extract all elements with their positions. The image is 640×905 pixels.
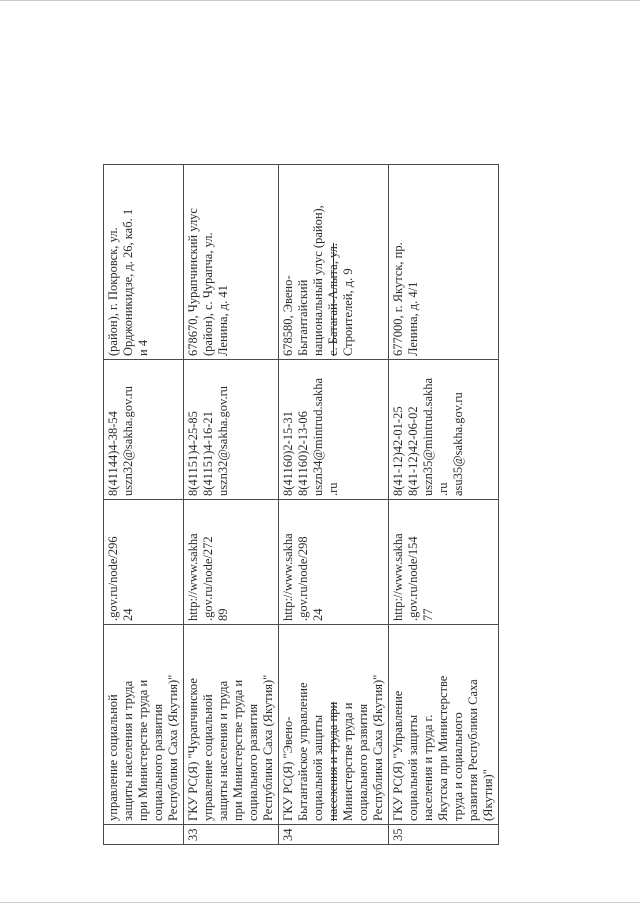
cell-text-line: uszn34@mintrud.sakha — [311, 377, 325, 496]
cell-text-line: Министерстве труда и — [341, 702, 355, 821]
cell-text-line: 678580, Эвено- — [281, 275, 295, 356]
cell-text-line: .gov.ru/node/154 — [406, 536, 420, 621]
scan-edge-top — [0, 0, 640, 1]
cell-text-line: Бытантайский — [296, 279, 310, 356]
cell-text-line: ГКУ РС(Я) "Чурапчинское — [186, 678, 200, 821]
cell-text-line: Республики Саха (Якутия)" — [166, 674, 180, 821]
cell-text-line: uszn32@sakha.gov.ru — [121, 386, 135, 496]
cell-text-line: 677000, г. Якутск, пр. — [391, 242, 405, 356]
cell-text-line: 24 — [311, 608, 325, 621]
cell-text-line: http://www.sakha — [391, 533, 405, 621]
cell-text-line: 678670, Чурапчинский улус — [186, 208, 200, 356]
row-number-cell — [104, 825, 184, 845]
cell-text-line: при Министерстве труда и — [231, 679, 245, 821]
address-cell — [184, 165, 279, 360]
phone-email-cell — [389, 360, 499, 500]
cell-text-line: населения и труда при — [326, 701, 340, 821]
cell-text-line: социальной защиты — [406, 714, 420, 821]
cell-text-line: Ленина, д. 41 — [216, 285, 230, 356]
cell-text-line: (район), г. Покровск, ул. — [106, 227, 120, 356]
cell-text-line: Республики Саха (Якутия)" — [371, 674, 385, 821]
cell-text-line: социального развития — [151, 703, 165, 821]
address-cell — [279, 165, 389, 360]
cell-text-line: 8(41151)4-16-21 — [201, 411, 215, 496]
row-number-cell: 35 — [389, 825, 499, 845]
cell-text-line: социального развития — [246, 703, 260, 821]
cell-text-line: Республики Саха (Якутия)" — [261, 674, 275, 821]
cell-text-line: управление социальной — [106, 694, 120, 821]
cell-text-line: защиты населения и труда — [216, 680, 230, 821]
cell-text-line: (Якутия)" — [481, 769, 495, 821]
row-number-cell: 33 — [184, 825, 279, 845]
cell-text-line: социального развития — [356, 703, 370, 821]
registry-table — [103, 164, 499, 845]
cell-text-line: .gov.ru/node/298 — [296, 536, 310, 621]
cell-text-line: .ru — [326, 482, 340, 496]
cell-text-line: 8(41-12)42-01-25 — [391, 406, 405, 496]
scan-edge-bottom — [0, 902, 640, 903]
cell-text-line: 77 — [421, 608, 435, 621]
website-cell — [389, 500, 499, 625]
cell-text-line: http://www.sakha — [281, 533, 295, 621]
cell-text-line: 24 — [121, 608, 135, 621]
cell-text-line: населения и труда г. — [421, 714, 435, 821]
registry-table-body — [104, 165, 499, 845]
cell-text-line: Строителей, д. 9 — [341, 268, 355, 356]
cell-text-line: uszn32@sakha.gov.ru — [216, 386, 230, 496]
cell-text-line: с. Батагай-Алыта, ул. — [326, 242, 340, 356]
cell-text-line: защиты населения и труда — [121, 680, 135, 821]
cell-text-line: 8(41151)4-25-85 — [186, 411, 200, 496]
cell-text-line: при Министерстве труда и — [136, 679, 150, 821]
row-number-cell: 34 — [279, 825, 389, 845]
phone-email-cell — [184, 360, 279, 500]
cell-text-line: 89 — [216, 608, 230, 621]
cell-text-line: .gov.ru/node/272 — [201, 536, 215, 621]
cell-text-line: .gov.ru/node/296 — [106, 536, 120, 621]
cell-text-line: http://www.sakha — [186, 533, 200, 621]
organization-name-cell — [389, 625, 499, 825]
organization-name-cell — [279, 625, 389, 825]
cell-text-line: социальной защиты — [311, 714, 325, 821]
table-row — [279, 165, 389, 845]
cell-text-line: Ленина, д. 4/1 — [406, 281, 420, 356]
cell-text-line: управление социальной — [201, 694, 215, 821]
website-cell — [184, 500, 279, 625]
table-row — [104, 165, 184, 845]
cell-text-line: Орджоникидзе, д. 26, каб. 1 — [121, 208, 135, 356]
cell-text-line: uszn35@mintrud.sakha — [421, 377, 435, 496]
website-cell — [104, 500, 184, 625]
cell-text-line: 8(41160)2-15-31 — [281, 411, 295, 496]
table-row — [184, 165, 279, 845]
cell-text-line: 8(41144)4-38-54 — [106, 411, 120, 496]
cell-text-line: 8(41-12)42-06-02 — [406, 406, 420, 496]
cell-text-line: Якутска при Министерстве — [436, 675, 450, 821]
cell-text-line: .ru — [436, 482, 450, 496]
website-cell — [279, 500, 389, 625]
table-row — [389, 165, 499, 845]
cell-text-line: ГКУ РС(Я) "Управление — [391, 690, 405, 821]
cell-text-line: труда и социального — [451, 712, 465, 821]
phone-email-cell — [104, 360, 184, 500]
organization-name-cell — [184, 625, 279, 825]
address-cell — [389, 165, 499, 360]
rotated-document-table — [103, 165, 523, 845]
address-cell — [104, 165, 184, 360]
cell-text-line: asu35@sakha.gov.ru — [451, 392, 465, 496]
organization-name-cell — [104, 625, 184, 825]
cell-text-line: национальный улус (район), — [311, 205, 325, 356]
cell-text-line: Бытантайское управление — [296, 682, 310, 821]
phone-email-cell — [279, 360, 389, 500]
cell-text-line: и 4 — [136, 339, 150, 356]
cell-text-line: (район), с. Чурапча, ул. — [201, 232, 215, 356]
cell-text-line: ГКУ РС(Я) "Эвено- — [281, 716, 295, 821]
cell-text-line: развития Республики Саха — [466, 679, 480, 821]
cell-text-line: 8(41160)2-13-06 — [296, 411, 310, 496]
